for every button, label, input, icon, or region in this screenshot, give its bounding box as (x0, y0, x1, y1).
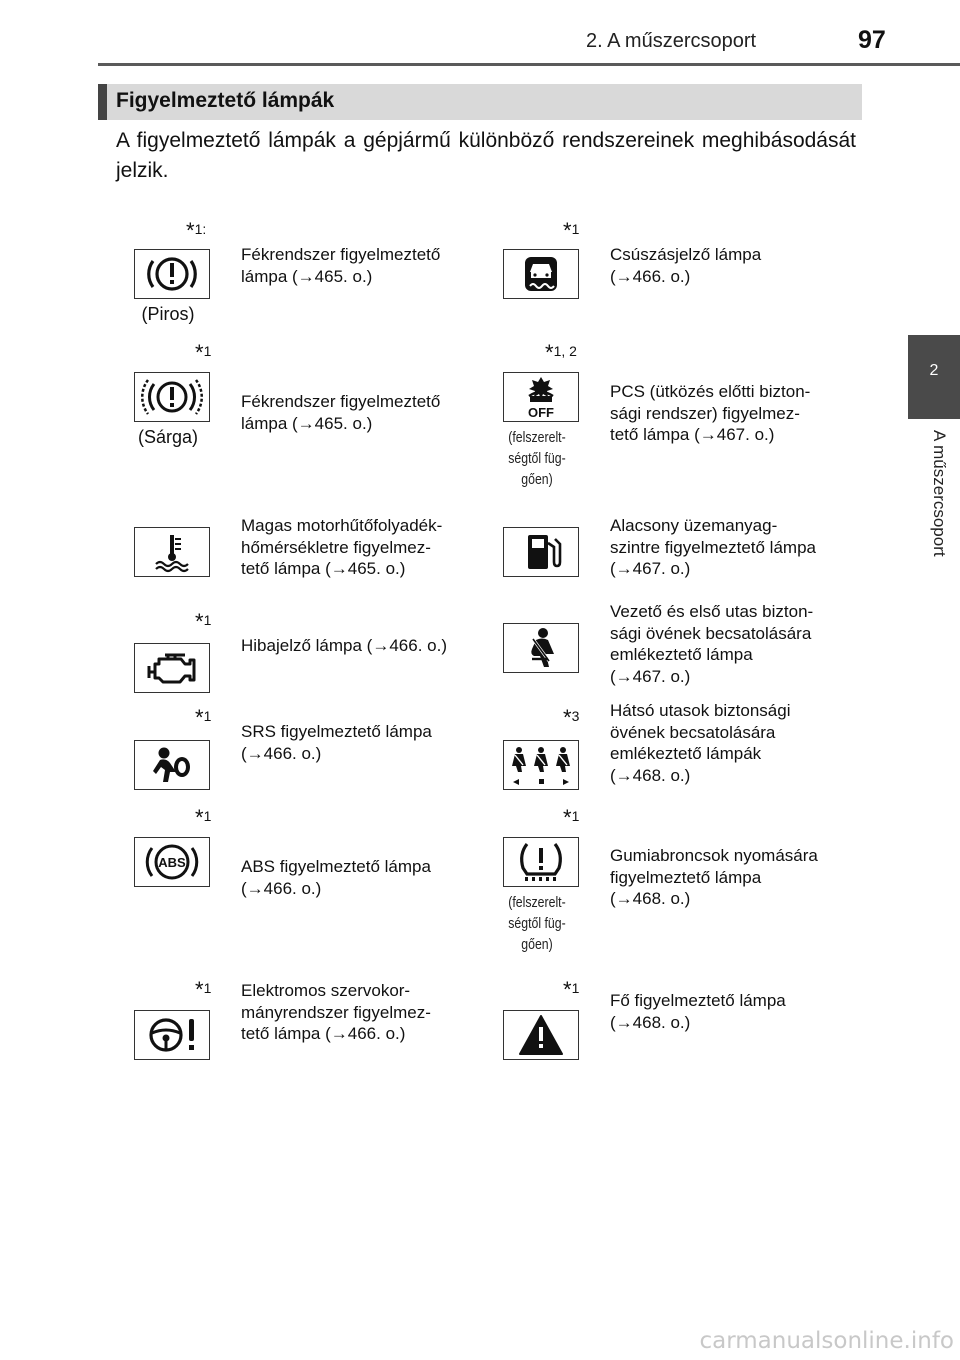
master-warning-icon (503, 1010, 579, 1060)
footnote-mark: *$^1$ (563, 805, 580, 830)
section-title: Figyelmeztető lámpák (116, 89, 335, 112)
label-slip: Csúszásjelző lámpa (→466. o.) (610, 245, 762, 286)
side-tab-number: 2 (929, 362, 939, 379)
footnote-mark: *$^1$ (563, 977, 580, 1002)
footnote-mark: *$^1$ (195, 340, 212, 365)
section-intro: A figyelmeztető lámpák a gépjármű különböző rendszereinek meghibásodását jelzik. (116, 129, 856, 182)
footnote-mark: *$^1$ (195, 977, 212, 1002)
rear-seatbelt-icon (503, 740, 579, 790)
footnote-mark: *$^{1, 2}$ (545, 340, 577, 365)
label-srs: SRS figyelmeztető lámpa (→466. o.) (241, 722, 432, 763)
label-master: Fő figyelmeztető lámpa (→468. o.) (610, 991, 786, 1032)
label-eps: Elektromos szervokor- mányrendszer figyelmez- tető lámpa (→466. o.) (241, 981, 431, 1043)
page-number: 97 (858, 26, 886, 54)
label-engine: Hibajelző lámpa (→466. o.) (241, 636, 447, 655)
power-steering-icon (134, 1010, 210, 1060)
abs-icon (134, 837, 210, 887)
label-abs: ABS figyelmeztető lámpa (→466. o.) (241, 857, 431, 898)
coolant-temperature-icon (134, 527, 210, 577)
watermark: carmanualsonline.info (699, 1328, 954, 1354)
footnote-mark: *$^1$ (563, 218, 580, 243)
label-seatbelt: Vezető és első utas bizton- sági övének becsatolására emlékeztető lámpa (→467. o.) (610, 602, 814, 686)
svg-text:ABS: ABS (158, 855, 186, 870)
availability-note: (felszerelt- ségtől füg- gően) (508, 894, 566, 953)
label-coolant: Magas motorhűtőfolyadék- hőmérsékletre figyelmez- tető lámpa (→465. o.) (241, 516, 443, 578)
fuel-pump-icon (503, 527, 579, 577)
check-engine-icon (134, 643, 210, 693)
tire-pressure-icon (503, 837, 579, 887)
brake-warning-icon (134, 249, 210, 299)
slip-indicator-icon (503, 249, 579, 299)
chapter-title: 2. A műszercsoport (586, 30, 757, 52)
label-rear-belts: Hátsó utasok biztonsági övének becsatolására emlékeztető lámpák (→468. o.) (610, 701, 791, 785)
footnote-mark: *$^1$ (195, 609, 212, 634)
svg-text:OFF: OFF (528, 405, 554, 420)
footnote-mark: *$^1$ (195, 705, 212, 730)
label-brake-red: Fékrendszer figyelmeztető lámpa (→465. o.) (241, 245, 441, 286)
seatbelt-icon (503, 623, 579, 673)
label-tire: Gumiabroncsok nyomására figyelmeztető lámpa (→468. o.) (610, 846, 818, 908)
footnote-mark: *$^{1:}$ (186, 218, 207, 243)
label-brake-yellow: Fékrendszer figyelmeztető lámpa (→465. o.) (241, 392, 441, 433)
label-fuel: Alacsony üzemanyag- szintre figyelmeztető lámpa (→467. o.) (610, 516, 816, 578)
color-label-yellow: (Sárga) (137, 427, 199, 447)
availability-note: (felszerelt- ségtől füg- gően) (508, 429, 566, 488)
side-tab-label: A műszercsoport (930, 430, 949, 557)
pcs-off-icon (503, 372, 579, 422)
color-label-red: (Piros) (141, 304, 195, 324)
brake-warning-yellow-icon (134, 372, 210, 422)
header-rule (98, 63, 960, 66)
footnote-mark: *$^1$ (195, 805, 212, 830)
footnote-mark: *$^3$ (563, 705, 580, 730)
airbag-icon (134, 740, 210, 790)
label-pcs: PCS (ütközés előtti bizton- sági rendszer) figyelmez- tető lámpa (→467. o.) (610, 382, 811, 444)
section-bar-accent (98, 84, 107, 120)
